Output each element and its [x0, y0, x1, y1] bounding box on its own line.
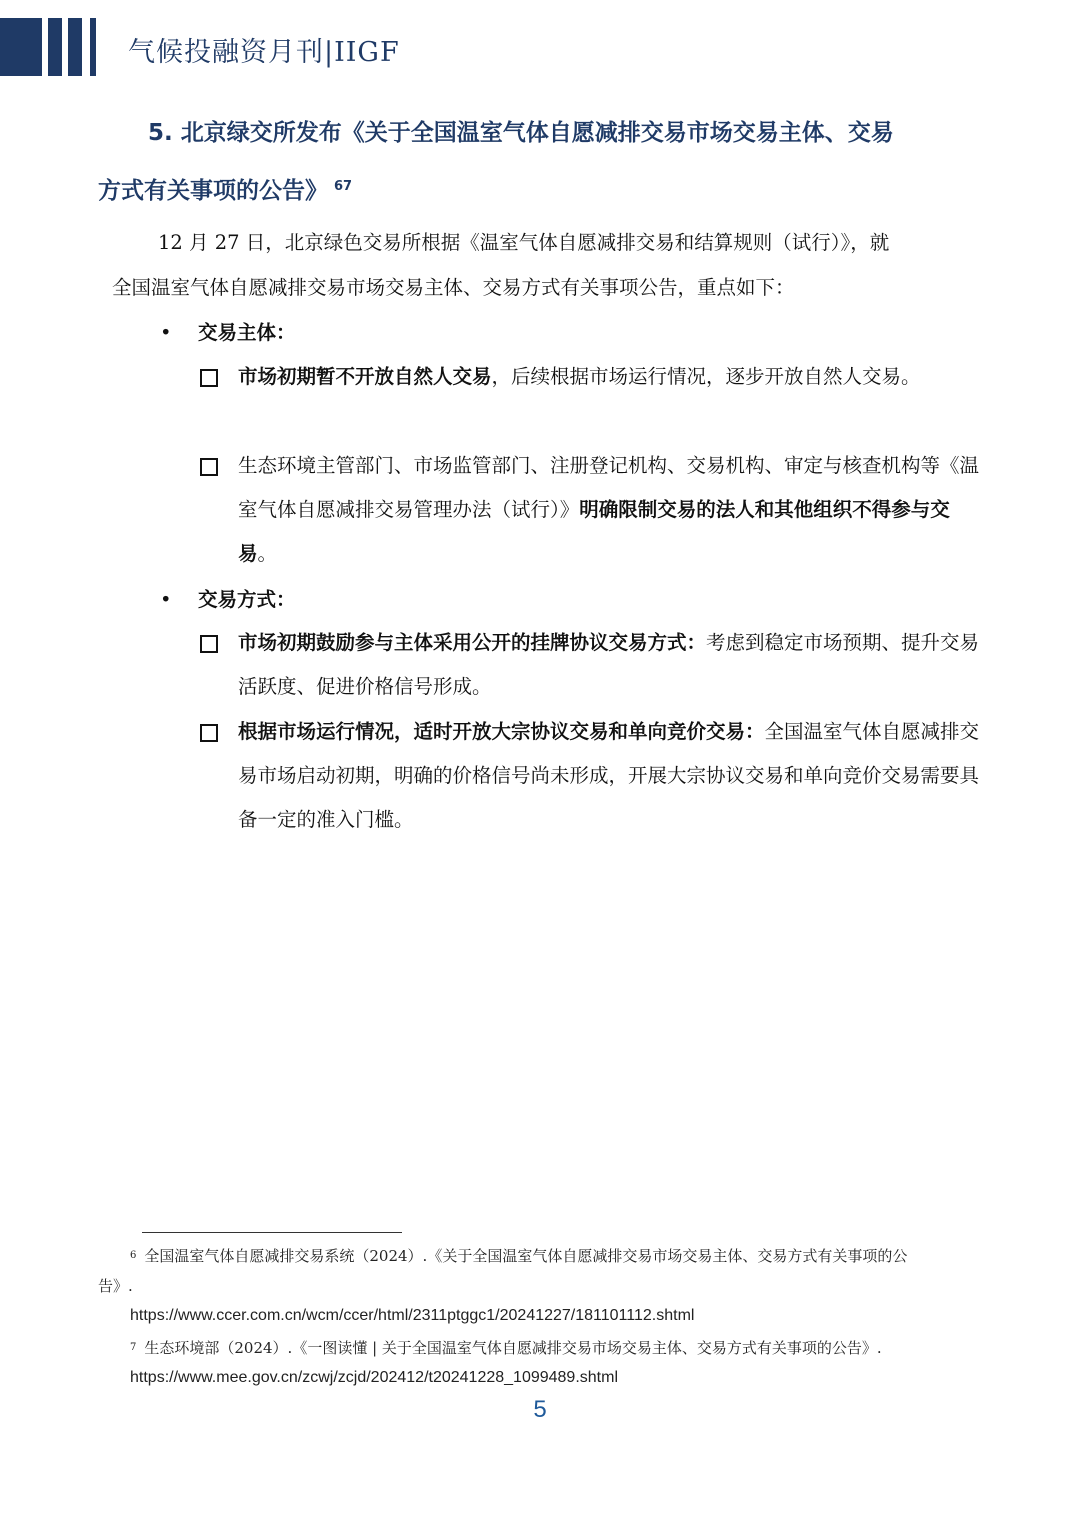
section-heading-line2: 方式有关事项的公告》	[98, 178, 328, 204]
bullet-label: 交易方式：	[198, 588, 296, 611]
item-text: 。	[257, 542, 278, 565]
logo-bar	[90, 18, 96, 76]
item-text: 考虑到稳定市场预期、提升交易活跃度、促进价格信号形成。	[238, 631, 980, 698]
footnote-number: 7	[130, 1342, 137, 1353]
logo-bar	[48, 18, 62, 76]
bullet-dot-icon: •	[160, 588, 172, 611]
footnote-link[interactable]: https://www.ccer.com.cn/wcm/ccer/html/2311ptggc1/20241227/181101112.shtml	[130, 1307, 695, 1324]
bullet-trading-method	[160, 577, 296, 622]
page-number: 5	[533, 1396, 547, 1423]
item-text: ，后续根据市场运行情况，逐步开放自然人交易。	[491, 365, 921, 388]
bullet-dot-icon: •	[160, 321, 172, 344]
item-bold: 市场初期暂不开放自然人交易	[238, 365, 492, 388]
intro-line2: 全国温室气体自愿减排交易市场交易主体、交易方式有关事项公告，重点如下：	[112, 276, 795, 299]
list-item	[196, 444, 986, 576]
footnote-divider	[142, 1232, 402, 1233]
footnote-link[interactable]: https://www.mee.gov.cn/zcwj/zcjd/202412/t20241228_1099489.shtml	[130, 1369, 618, 1386]
footnote-ref[interactable]: 67	[334, 179, 353, 194]
logo-bar	[0, 18, 42, 76]
item-bold: 市场初期鼓励参与主体采用公开的挂牌协议交易方式：	[238, 631, 707, 654]
item-text: 生态环境主管部门、市场监管部门、注册登记机构、交易机构、审定与核查机构等《温室气体自愿减排交易管理办法（试行）》	[238, 454, 980, 521]
section-heading-line1: 5. 北京绿交所发布《关于全国温室气体自愿减排交易市场交易主体、交易	[148, 120, 894, 146]
intro-paragraph	[112, 220, 987, 310]
footnote-6	[130, 1242, 980, 1270]
footnote-6-cont: 告》.	[98, 1277, 133, 1295]
list-item	[196, 355, 986, 399]
item-bold: 明确限制交易的法人和其他组织不得参与交易	[238, 498, 950, 565]
list-item	[196, 621, 986, 709]
item-text: 全国温室气体自愿减排交易市场启动初期，明确的价格信号尚未形成，开展大宗协议交易和单向竞价交易需要具备一定的准入门槛。	[238, 720, 980, 831]
header-brand: 气候投融资月刊|IIGF	[128, 37, 400, 68]
list-item	[196, 710, 986, 842]
checkbox-square-icon	[200, 724, 218, 742]
header-logo-bars	[0, 18, 100, 76]
footnote-7	[130, 1334, 980, 1362]
footnote-number: 6	[130, 1250, 137, 1261]
intro-line1: 12 月 27 日，北京绿色交易所根据《温室气体自愿减排交易和结算规则（试行）》，就	[158, 231, 890, 254]
checkbox-square-icon	[200, 369, 218, 387]
checkbox-square-icon	[200, 635, 218, 653]
item-bold: 根据市场运行情况，适时开放大宗协议交易和单向竞价交易：	[238, 720, 765, 743]
logo-bar	[68, 18, 82, 76]
footnote-text: 全国温室气体自愿减排交易系统（2024）.《关于全国温室气体自愿减排交易市场交易主体、交易方式有关事项的公	[144, 1247, 908, 1265]
section-heading	[98, 104, 978, 220]
bullet-label: 交易主体：	[198, 321, 296, 344]
footnote-text: 生态环境部（2024）.《一图读懂 | 关于全国温室气体自愿减排交易市场交易主体、交易方式有关事项的公告》.	[144, 1339, 882, 1357]
checkbox-square-icon	[200, 458, 218, 476]
bullet-trading-subject	[160, 310, 296, 355]
